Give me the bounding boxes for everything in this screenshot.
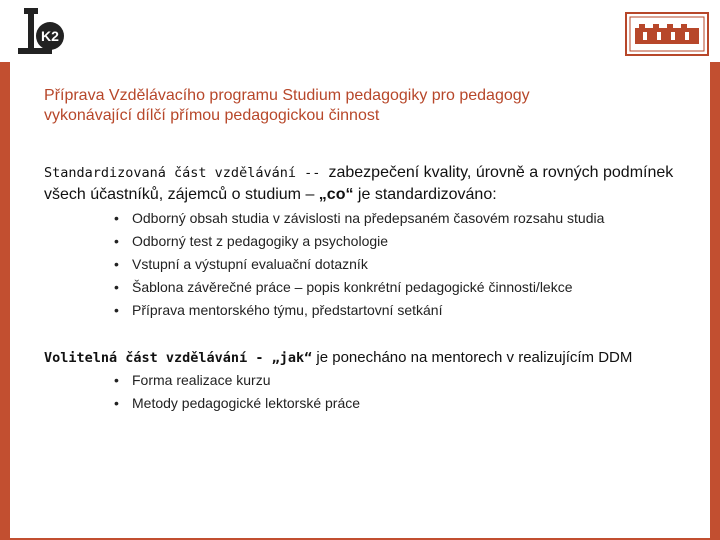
bullet-icon: •	[114, 256, 119, 272]
standardized-lead: Standardizovaná část vzdělávání	[44, 165, 296, 181]
header-bar	[0, 0, 720, 62]
list-item-text: Metody pedagogické lektorské práce	[132, 395, 361, 411]
standardized-dash: --	[295, 165, 329, 181]
list-item-text: Šablona závěrečné práce – popis konkrétní pedagogické činnosti/lekce	[132, 279, 573, 295]
bullet-icon: •	[114, 372, 119, 388]
list-item	[114, 276, 692, 299]
standardized-text-1: zabezpečení kvality, úrovně a rovných podmínek všech účastníků, zájemců o studium –	[44, 164, 674, 203]
optional-list	[114, 369, 692, 415]
optional-section	[44, 347, 704, 369]
list-item-text: Vstupní a výstupní evaluační dotazník	[132, 256, 368, 272]
list-item	[114, 207, 692, 230]
optional-emph: - „jak“	[247, 350, 313, 366]
list-item	[114, 369, 692, 392]
list-item	[114, 392, 692, 415]
standardized-emph: „co“	[318, 186, 354, 203]
standardized-list	[114, 207, 692, 322]
list-item-text: Odborný test z pedagogiky a psychologie	[132, 233, 389, 249]
standardized-section	[44, 162, 704, 206]
castle-logo-icon	[625, 12, 709, 56]
list-item	[114, 299, 692, 322]
k2-logo-icon	[14, 6, 74, 58]
list-item-text: Forma realizace kurzu	[132, 372, 271, 388]
optional-text: je ponecháno na mentorech v realizujícím DDM	[312, 349, 633, 366]
standardized-text-2: je standardizováno:	[353, 186, 497, 203]
slide-title	[44, 86, 684, 126]
list-item-text: Příprava mentorského týmu, předstartovní setkání	[132, 302, 443, 318]
optional-lead: Volitelná část vzdělávání	[44, 350, 248, 366]
list-item-text: Odborný obsah studia v závislosti na předepsaném časovém rozsahu studia	[132, 210, 605, 226]
bullet-icon: •	[114, 210, 119, 226]
bullet-icon: •	[114, 233, 119, 249]
title-line-1: Příprava Vzdělávacího programu Studium pedagogiky pro pedagogy	[44, 87, 530, 104]
list-item	[114, 253, 692, 276]
bullet-icon: •	[114, 302, 119, 318]
bullet-icon: •	[114, 279, 119, 295]
list-item	[114, 230, 692, 253]
logo-text: K2	[41, 28, 59, 44]
title-line-2: vykonávající dílčí přímou pedagogickou činnost	[44, 107, 380, 124]
bullet-icon: •	[114, 395, 119, 411]
